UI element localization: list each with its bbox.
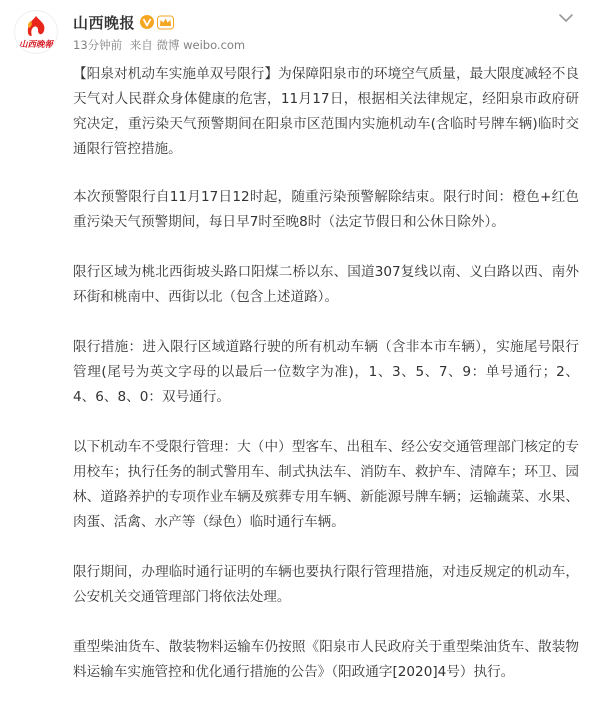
post-paragraph: 本次预警限行自11月17日12时起，随重污染预警解除结束。限行时间：橙色+红色重污染天气预警期间，每日早7时至晚8时（法定节假日和公休日除外）。 bbox=[73, 189, 579, 230]
post-paragraph: 重型柴油货车、散装物料运输车仍按照《阳泉市人民政府关于重型柴油货车、散装物料运输车实施管控和优化通行措施的公告》（阳政通字[2020]4号）执行。 bbox=[73, 639, 579, 680]
post-paragraph: 限行区域为桃北西街坡头路口阳煤二桥以东、国道307复线以南、义白路以西、南外环街和桃南中、西街以北（包含上述道路）。 bbox=[73, 264, 579, 305]
chevron-down-icon[interactable] bbox=[558, 12, 574, 24]
member-crown-icon bbox=[157, 14, 174, 30]
svg-text:山西晚報: 山西晚報 bbox=[18, 40, 54, 50]
post-source: 来自 微博 weibo.com bbox=[129, 38, 246, 52]
avatar-logo-icon bbox=[15, 11, 57, 53]
post-body bbox=[73, 62, 579, 710]
post-time[interactable]: 13分钟前 bbox=[73, 38, 123, 52]
post-paragraph: 以下机动车不受限行管理：大（中）型客车、出租车、经公安交通管理部门核定的专用校车；执行任务的制式警用车、制式执法车、消防车、救护车、清障车；环卫、园林、道路养护的专项作业车辆及殡葬专用车辆、新能源号牌车辆；运输蔬菜、水果、肉蛋、活禽、水产等（绿色）临时通行车辆。 bbox=[73, 439, 579, 530]
post-header bbox=[0, 0, 590, 62]
post-paragraph: 限行期间，办理临时通行证明的车辆也要执行限行管理措施，对违反规定的机动车，公安机关交通管理部门将依法处理。 bbox=[73, 564, 579, 605]
verified-icon bbox=[139, 14, 155, 30]
post-paragraph: 限行措施：进入限行区域道路行驶的所有机动车辆（含非本市车辆），实施尾号限行管理(尾号为英文字母的以最后一位数字为准)，1、3、5、7、9：单号通行；2、4、6、8、0：双号通行。 bbox=[73, 339, 579, 405]
post-paragraph: 【阳泉对机动车实施单双号限行】为保障阳泉市的环境空气质量，最大限度减轻不良天气对人民群众身体健康的危害，11月17日，根据相关法律规定，经阳泉市政府研究决定，重污染天气预警期间在阳泉市区范围内实施机动车(含临时号牌车辆)临时交通限行管控措施。 bbox=[73, 66, 579, 157]
post-meta bbox=[73, 37, 249, 53]
avatar[interactable] bbox=[14, 10, 58, 54]
account-name[interactable]: 山西晚报 bbox=[73, 13, 136, 32]
account-line bbox=[73, 11, 174, 33]
